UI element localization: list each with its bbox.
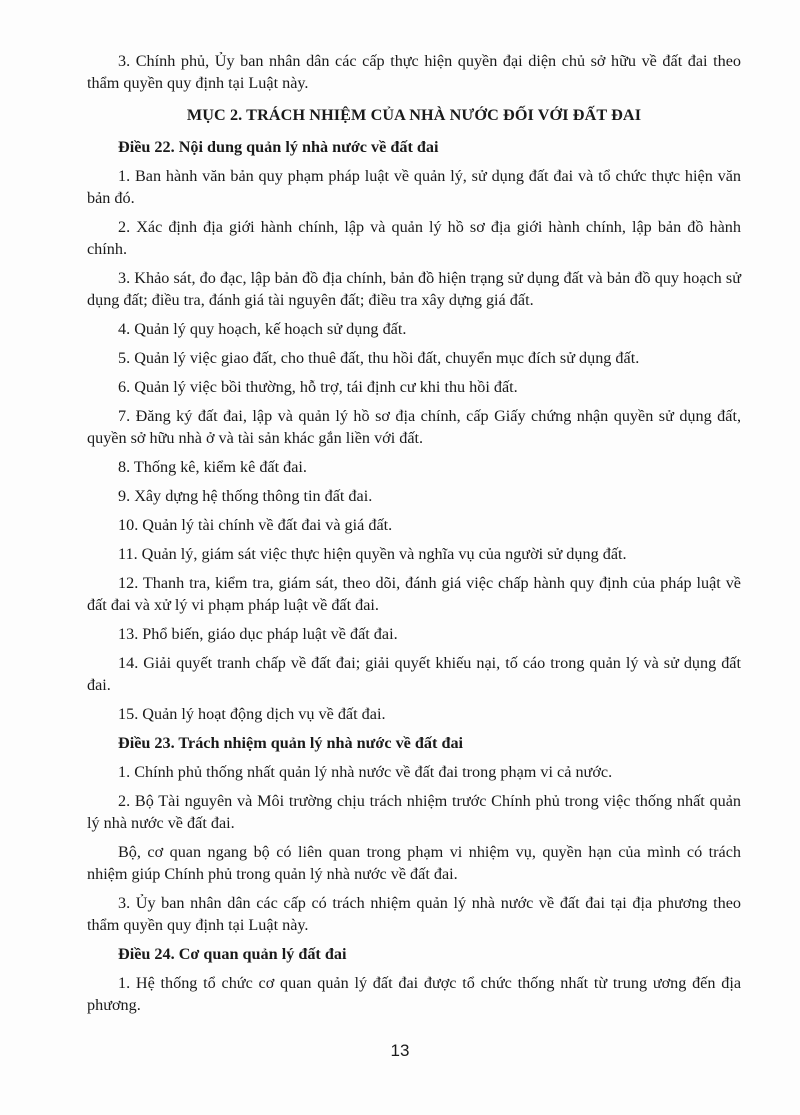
article-23-title: Điều 23. Trách nhiệm quản lý nhà nước về đất đai xyxy=(118,734,464,752)
article-24-item-1: 1. Hệ thống tổ chức cơ quan quản lý đất đai được tổ chức thống nhất từ trung ương đến địa phương. xyxy=(87,974,741,1014)
article-22-item-1: 1. Ban hành văn bản quy phạm pháp luật về quản lý, sử dụng đất đai và tổ chức thực hiện văn bản đó. xyxy=(87,167,741,207)
article-22-item-6: 6. Quản lý việc bồi thường, hỗ trợ, tái định cư khi thu hồi đất. xyxy=(118,378,518,396)
article-22-item-7: 7. Đăng ký đất đai, lập và quản lý hồ sơ địa chính, cấp Giấy chứng nhận quyền sử dụng đất, quyền sở hữu nhà ở và tài sản khác gắn liền với đất. xyxy=(87,407,741,447)
article-22-item-5: 5. Quản lý việc giao đất, cho thuê đất, thu hồi đất, chuyển mục đích sử dụng đất. xyxy=(118,349,640,367)
section-title: MỤC 2. TRÁCH NHIỆM CỦA NHÀ NƯỚC ĐỐI VỚI ĐẤT ĐAI xyxy=(186,106,642,124)
article-22-item-15: 15. Quản lý hoạt động dịch vụ về đất đai. xyxy=(118,705,386,723)
article-22-item-8: 8. Thống kê, kiểm kê đất đai. xyxy=(118,458,307,476)
article-23-item-2-cont: Bộ, cơ quan ngang bộ có liên quan trong phạm vi nhiệm vụ, quyền hạn của mình có trách nhiệm giúp Chính phủ trong quản lý nhà nước về đất đai. xyxy=(87,843,741,883)
article-22-item-12: 12. Thanh tra, kiểm tra, giám sát, theo dõi, đánh giá việc chấp hành quy định của pháp luật về đất đai và xử lý vi phạm pháp luật về đất đai. xyxy=(87,574,741,614)
article-22-item-14: 14. Giải quyết tranh chấp về đất đai; giải quyết khiếu nại, tố cáo trong quản lý và sử dụng đất đai. xyxy=(87,654,741,694)
page-number: 13 xyxy=(390,1041,410,1060)
article-23-item-2: 2. Bộ Tài nguyên và Môi trường chịu trách nhiệm trước Chính phủ trong việc thống nhất quản lý nhà nước về đất đai. xyxy=(87,792,741,832)
article-22-item-3: 3. Khảo sát, đo đạc, lập bản đồ địa chính, bản đồ hiện trạng sử dụng đất và bản đồ quy hoạch sử dụng đất; điều tra, đánh giá tài nguyên đất; điều tra xây dựng giá đất. xyxy=(87,269,741,309)
article-23-item-3: 3. Ủy ban nhân dân các cấp có trách nhiệm quản lý nhà nước về đất đai tại địa phương theo thẩm quyền quy định tại Luật này. xyxy=(87,894,741,934)
article-22-item-9: 9. Xây dựng hệ thống thông tin đất đai. xyxy=(118,487,373,505)
article-22-title: Điều 22. Nội dung quản lý nhà nước về đất đai xyxy=(118,138,439,156)
article-22-item-2: 2. Xác định địa giới hành chính, lập và quản lý hồ sơ địa giới hành chính, lập bản đồ hành chính. xyxy=(87,218,741,258)
article-23-item-1: 1. Chính phủ thống nhất quản lý nhà nước về đất đai trong phạm vi cả nước. xyxy=(118,763,613,781)
article-22-item-11: 11. Quản lý, giám sát việc thực hiện quyền và nghĩa vụ của người sử dụng đất. xyxy=(118,545,627,563)
article-22-item-13: 13. Phổ biến, giáo dục pháp luật về đất đai. xyxy=(118,625,398,643)
article-24-title: Điều 24. Cơ quan quản lý đất đai xyxy=(118,945,347,963)
page-content xyxy=(87,50,741,1023)
article-22-item-10: 10. Quản lý tài chính về đất đai và giá đất. xyxy=(118,516,393,534)
paragraph: 3. Chính phủ, Ủy ban nhân dân các cấp thực hiện quyền đại diện chủ sở hữu về đất đai theo thẩm quyền quy định tại Luật này. xyxy=(87,52,741,92)
article-22-item-4: 4. Quản lý quy hoạch, kế hoạch sử dụng đất. xyxy=(118,320,407,338)
